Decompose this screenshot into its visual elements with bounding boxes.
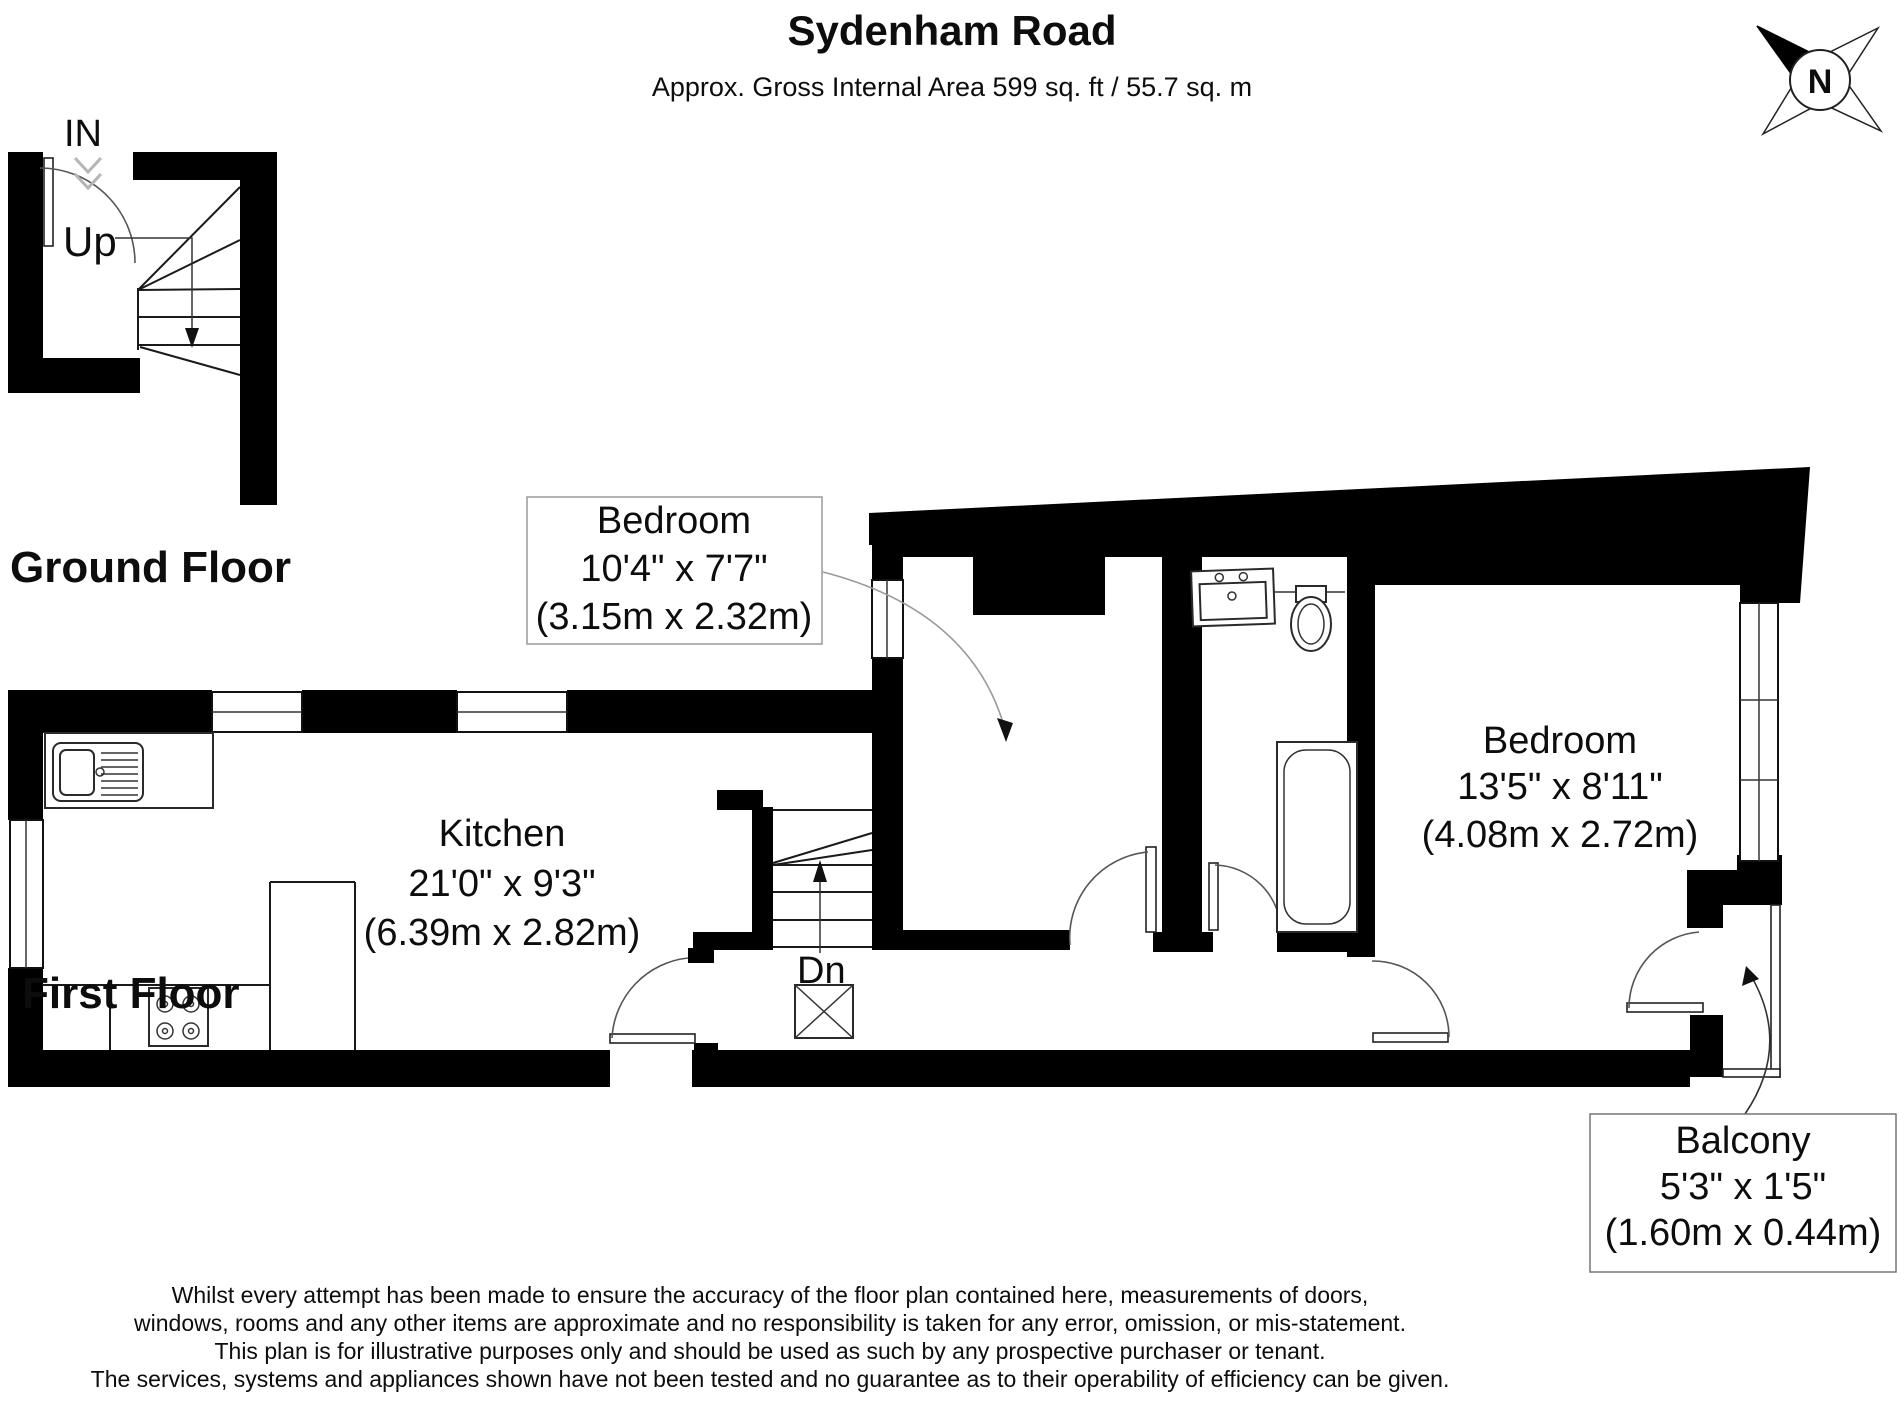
kitchen-window-2 — [457, 692, 567, 732]
bathroom-bathtub — [1277, 742, 1357, 932]
hall-entrance-door — [610, 958, 695, 1043]
entrance-in-arrow-icon — [75, 158, 101, 188]
kitchen-name: Kitchen — [438, 813, 566, 855]
in-label: IN — [64, 113, 102, 155]
down-direction-arrow — [813, 860, 827, 953]
bedroom1-door — [1070, 847, 1156, 945]
bedroom1-imperial: 10'4" x 7'7" — [580, 548, 768, 590]
bedroom1-metric: (3.15m x 2.32m) — [535, 596, 813, 638]
balcony-metric: (1.60m x 0.44m) — [1604, 1212, 1882, 1254]
first-floor-title: First Floor — [22, 969, 240, 1018]
entrance-door-leaf — [44, 158, 53, 246]
balcony-name: Balcony — [1675, 1120, 1811, 1162]
disclaimer-line-3: This plan is for illustrative purposes only and should be used as such by any prospective purchaser or tenant. — [214, 1338, 1326, 1364]
bathroom-door — [1209, 863, 1281, 930]
bedroom2-imperial: 13'5" x 8'11" — [1457, 766, 1663, 808]
compass-north-icon — [1757, 26, 1881, 134]
ground-floor-title: Ground Floor — [10, 543, 292, 592]
up-direction-arrow — [115, 238, 199, 348]
disclaimer-line-4: The services, systems and appliances shown have not been tested and no guarantee as to their operability of efficiency can be given. — [90, 1366, 1450, 1392]
page-subtitle: Approx. Gross Internal Area 599 sq. ft / 55.7 sq. m — [651, 72, 1253, 102]
first-floor-plan — [8, 467, 1896, 1272]
page-title: Sydenham Road — [787, 7, 1117, 54]
balcony-imperial: 5'3" x 1'5" — [1659, 1166, 1827, 1208]
bathroom-basin — [1191, 569, 1275, 627]
ground-floor-plan — [8, 113, 277, 505]
ground-floor-stairs — [138, 187, 240, 375]
kitchen-label — [364, 813, 641, 954]
bedroom1-side-window — [872, 580, 903, 658]
balcony-railing — [1723, 905, 1780, 1077]
balcony-door — [1627, 932, 1703, 1012]
bedroom2-door — [1372, 961, 1449, 1042]
kitchen-side-window — [10, 820, 43, 968]
bedroom2-name: Bedroom — [1482, 720, 1638, 762]
kitchen-imperial: 21'0" x 9'3" — [408, 863, 596, 905]
bathroom-toilet — [1291, 586, 1331, 651]
disclaimer — [91, 1282, 1450, 1392]
bedroom2-label — [1422, 720, 1699, 856]
up-label: Up — [63, 218, 117, 265]
stair-void-box — [795, 985, 853, 1038]
bedroom2-side-window — [1740, 603, 1778, 861]
disclaimer-line-1: Whilst every attempt has been made to ensure the accuracy of the floor plan contained here, measurements of doors, — [171, 1282, 1369, 1308]
compass-n-label: N — [1807, 63, 1833, 101]
dn-label: Dn — [797, 950, 846, 992]
kitchen-metric: (6.39m x 2.82m) — [363, 912, 641, 954]
bedroom1-name: Bedroom — [596, 500, 752, 542]
disclaimer-line-2: windows, rooms and any other items are approximate and no responsibility is taken for any error, omission, or mis-statement. — [134, 1310, 1406, 1336]
kitchen-window-1 — [212, 692, 302, 732]
kitchen-sink — [53, 743, 143, 801]
bedroom2-metric: (4.08m x 2.72m) — [1421, 814, 1699, 856]
